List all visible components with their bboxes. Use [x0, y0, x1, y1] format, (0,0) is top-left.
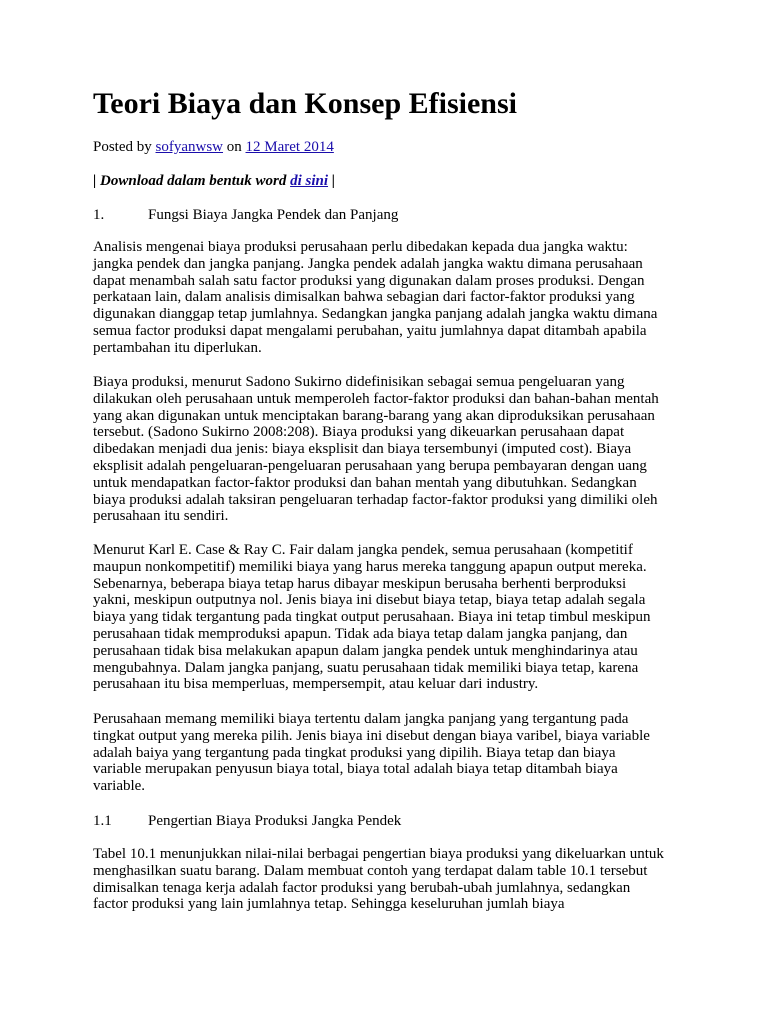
paragraph: Menurut Karl E. Case & Ray C. Fair dalam jangka pendek, semua perusahaan (kompetitif maupun nonkompetitif) memiliki biaya yang harus mereka tanggung apapun output mereka. Sebenarnya, beberapa biaya tetap harus dibayar meskipun berusaha berhenti berproduksi yakni, meskipun outputnya nol. Jenis biaya ini disebut biaya tetap, biaya tetap adalah segala biaya yang tidak tergantung pada tingkat output perusahaan. Biaya ini tetap timbul meskipun perusahaan tidak memproduksi apapun. Tidak ada biaya tetap dalam jangka panjang, dan perusahaan tidak bisa melakukan apapun dalam jangka pendek untuk menghindarinya atau mengubahnya. Dalam jangka panjang, suatu perusahaan tidak memiliki biaya tetap, karena perusahaan itu bisa memperluas, mempersempit, atau keluar dari industry.	[93, 542, 651, 693]
download-link[interactable]: di sini	[290, 173, 329, 189]
section-heading-1	[93, 205, 398, 225]
article-title: Teori Biaya dan Konsep Efisiensi	[93, 87, 517, 120]
section-number: 1.1	[93, 813, 112, 829]
paragraph: Perusahaan memang memiliki biaya tertentu dalam jangka panjang yang tergantung pada tingkat output yang mereka pilih. Jenis biaya ini disebut dengan biaya varibel, biaya variable adalah baiya yang tergantung pada tingkat produksi yang dipilih. Biaya tetap dan biaya variable merupakan penyusun biaya total, biaya total adalah biaya tetap ditambah biaya variable.	[93, 711, 650, 795]
date-link[interactable]: 12 Maret 2014	[245, 139, 334, 155]
on-word: on	[226, 139, 242, 155]
paragraph: Analisis mengenai biaya produksi perusahaan perlu dibedakan kepada dua jangka waktu: jangka pendek dan jangka panjang. Jangka pendek adalah jangka waktu dimana perusahaan dapat menambah salah satu factor produksi yang digunakan dalam proses produksi. Dengan perkataan lain, dalam analisis dimisalkan bahwa sebagian dari factor-faktor produksi yang digunakan dianggap tetap jumlahnya. Sedangkan jangka panjang adalah jangka waktu dimana semua factor produksi dapat mengalami perubahan, yaitu jumlahnya dapat ditambah apabila pertambahan itu diperlukan.	[93, 239, 658, 356]
post-meta	[93, 137, 334, 157]
paragraph: Tabel 10.1 menunjukkan nilai-nilai berbagai pengertian biaya produksi yang dikeluarkan untuk menghasilkan suatu barang. Dalam membuat contoh yang terdapat dalam table 10.1 tersebut dimisalkan tenaga kerja adalah factor produksi yang berubah-ubah jumlahnya, sedangkan factor produksi yang lain jumlahnya tetap. Sehingga keseluruhan jumlah biaya	[93, 846, 664, 913]
download-prefix: | Download dalam bentuk word	[93, 173, 287, 189]
download-line	[93, 171, 335, 191]
posted-prefix: Posted by	[93, 139, 152, 155]
section-heading-1-1	[93, 811, 401, 831]
download-suffix: |	[331, 173, 336, 189]
section-title: Fungsi Biaya Jangka Pendek dan Panjang	[148, 207, 399, 223]
author-link[interactable]: sofyanwsw	[155, 139, 224, 155]
section-title: Pengertian Biaya Produksi Jangka Pendek	[148, 813, 402, 829]
section-number: 1.	[93, 207, 105, 223]
paragraph: Biaya produksi, menurut Sadono Sukirno didefinisikan sebagai semua pengeluaran yang dilakukan oleh perusahaan untuk memperoleh factor-faktor produksi dan bahan-bahan mentah yang akan digunakan untuk menciptakan barang-barang yang akan diproduksikan perusahaan tersebut. (Sadono Sukirno 2008:208). Biaya produksi yang dikeuarkan perusahaan dapat dibedakan menjadi dua jenis: biaya eksplisit dan biaya tersembunyi (imputed cost). Biaya eksplisit adalah pengeluaran-pengeluaran perusahaan yang berupa pembayaran dengan uang untuk mendapatkan factor-faktor produksi dan bahan mentah yang dibutuhkan. Sedangkan biaya produksi adalah taksiran pengeluaran terhadap factor-faktor produksi yang dimiliki oleh perusahaan itu sendiri.	[93, 374, 659, 525]
